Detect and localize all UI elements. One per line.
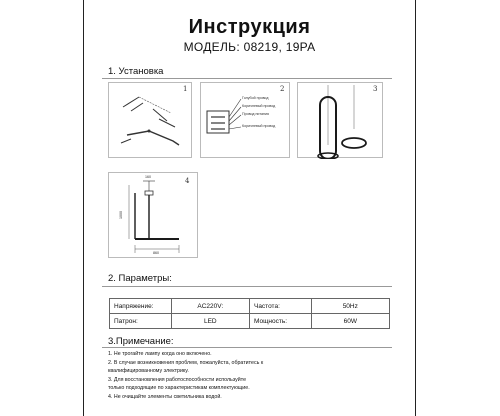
model-number: МОДЕЛЬ: 08219, 19PA xyxy=(183,40,316,54)
param-value: 50Hz xyxy=(311,299,389,314)
section-install-heading: 1. Установка xyxy=(108,66,164,77)
list-item: только подходящие по характеристикам комплектующие. xyxy=(108,385,250,392)
param-value: 60W xyxy=(311,314,389,329)
section-divider xyxy=(102,347,392,348)
section-divider xyxy=(102,286,392,287)
list-item: 1. Не трогайте лампу когда оно включено. xyxy=(108,351,212,357)
dimension-label: 1000 xyxy=(119,211,123,219)
wire-label: Голубой провод xyxy=(242,96,269,100)
param-name: Частота: xyxy=(249,299,311,314)
parameters-table xyxy=(109,298,390,329)
figure-1-box xyxy=(108,82,192,158)
ceiling-mount-drawing xyxy=(109,83,193,159)
figure-4-box xyxy=(108,172,198,258)
figure-number: 3 xyxy=(373,85,378,93)
list-item: 4. Не очищайте элементы светильника водой. xyxy=(108,393,222,400)
section-divider xyxy=(102,78,392,79)
table-row xyxy=(110,299,390,314)
param-value: AC220V: xyxy=(171,299,249,314)
param-value: LED xyxy=(171,314,249,329)
table-row xyxy=(110,314,390,329)
wire-label: Коричневый провод xyxy=(242,124,276,128)
param-name: Напряжение: xyxy=(110,299,172,314)
figure-number: 2 xyxy=(280,85,285,93)
dimension-label: 860 xyxy=(153,251,159,255)
param-name: Мощность: xyxy=(249,314,311,329)
section-notes-heading: 3.Примечание: xyxy=(108,336,174,347)
figure-2-box xyxy=(200,82,290,158)
pendant-rings-drawing xyxy=(298,83,384,159)
list-item: 3. Для восстановления работоспособности используйте xyxy=(108,376,247,383)
notes-list xyxy=(108,350,408,402)
page-title: Инструкция xyxy=(188,16,311,38)
figure-3-box xyxy=(297,82,383,158)
figure-number: 1 xyxy=(183,85,188,93)
param-name: Патрон: xyxy=(110,314,172,329)
wire-label: Провод питания xyxy=(242,112,269,116)
wiring-drawing xyxy=(201,83,291,159)
wire-label: Коричневый провод xyxy=(242,104,276,108)
dimension-label: 160 xyxy=(145,175,151,179)
list-item: квалифицированному электрику. xyxy=(108,368,189,375)
list-item: 2. В случае возникновения проблем, пожалуйста, обратитесь к xyxy=(108,359,264,366)
figure-number: 4 xyxy=(185,177,190,185)
section-params-heading: 2. Параметры: xyxy=(108,273,172,284)
